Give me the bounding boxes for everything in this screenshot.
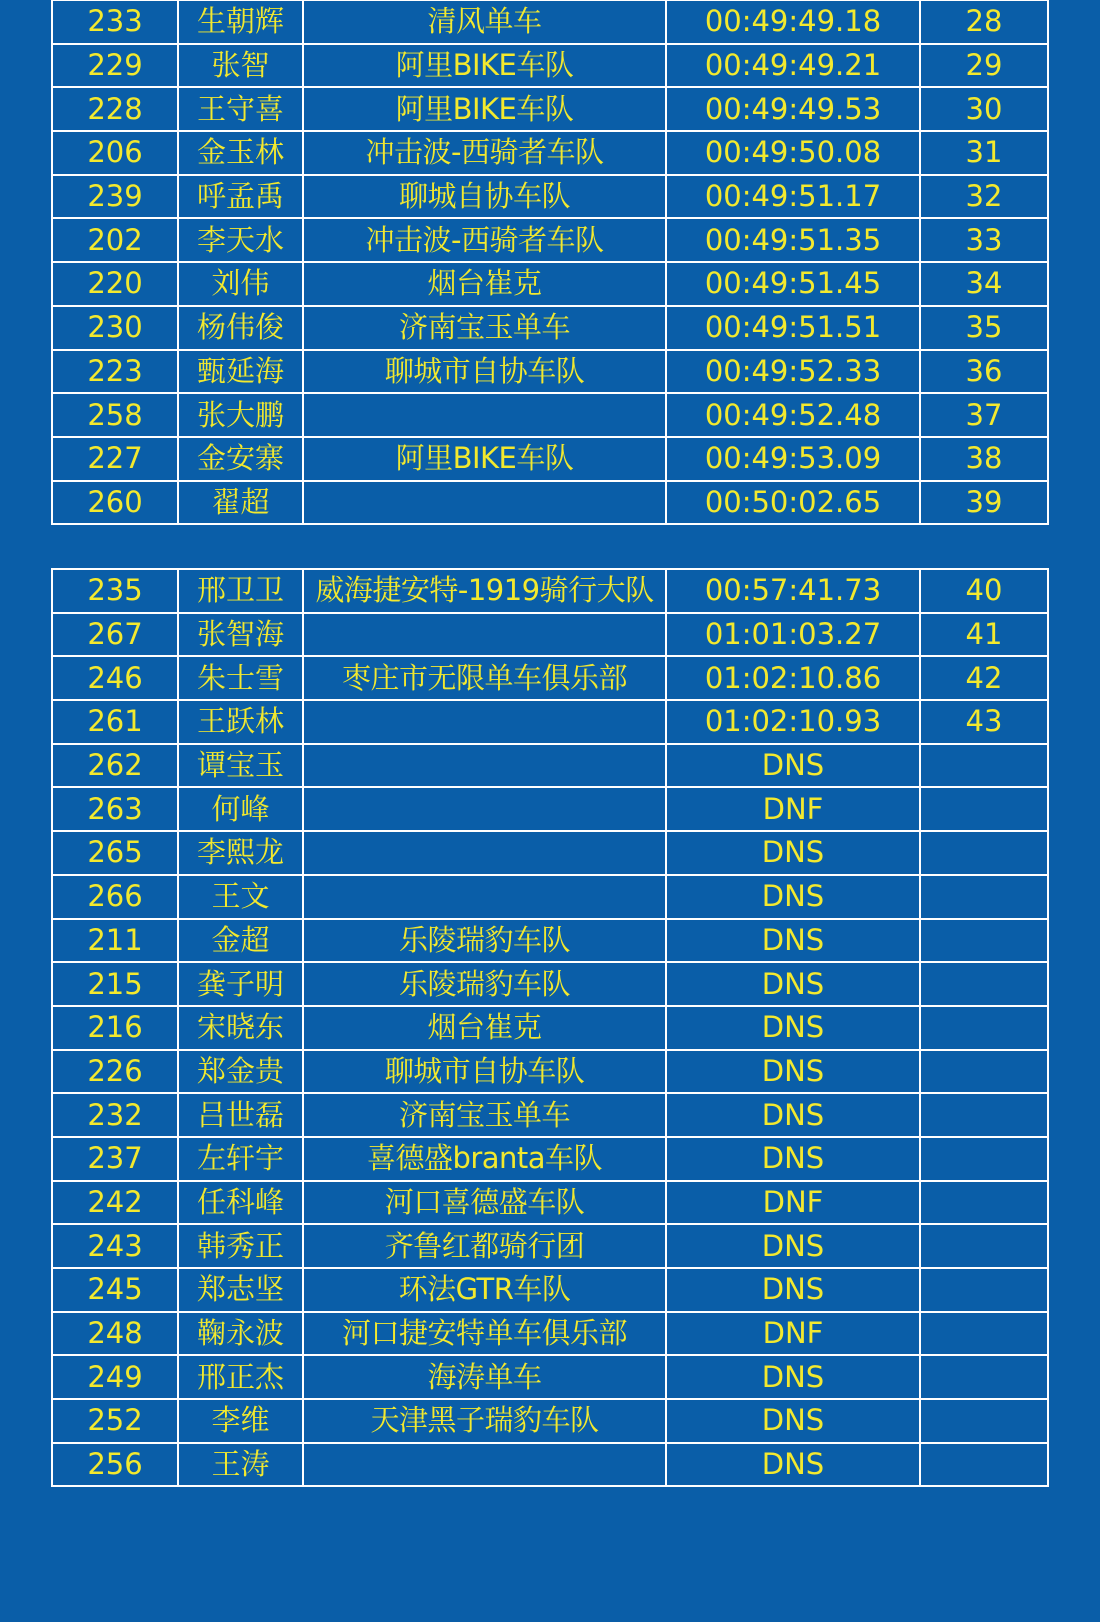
rider-name-cell: 张大鹏: [178, 393, 303, 437]
rank-cell: [920, 1399, 1048, 1443]
team-name-cell: 乐陵瑞豹车队: [303, 962, 666, 1006]
team-name-cell: 聊城市自协车队: [303, 350, 666, 394]
team-name-cell: 阿里BIKE车队: [303, 437, 666, 481]
bib-number-cell: 215: [52, 962, 178, 1006]
team-name-cell: 聊城自协车队: [303, 175, 666, 219]
table-row: [52, 262, 1048, 306]
finish-time-cell: DNS: [666, 1355, 920, 1399]
table-row: [52, 87, 1048, 131]
rider-name-cell: 邢正杰: [178, 1355, 303, 1399]
rank-cell: [920, 1093, 1048, 1137]
finish-time-cell: 00:49:53.09: [666, 437, 920, 481]
finish-time-cell: DNS: [666, 1268, 920, 1312]
finish-time-cell: DNS: [666, 1399, 920, 1443]
finish-time-cell: 00:49:52.33: [666, 350, 920, 394]
rider-name-cell: 吕世磊: [178, 1093, 303, 1137]
rider-name-cell: 王文: [178, 875, 303, 919]
rider-name-cell: 王守喜: [178, 87, 303, 131]
bib-number-cell: 252: [52, 1399, 178, 1443]
bib-number-cell: 239: [52, 175, 178, 219]
rider-name-cell: 龚子明: [178, 962, 303, 1006]
finish-time-cell: 00:57:41.73: [666, 569, 920, 613]
table-row: [52, 1443, 1048, 1487]
finish-time-cell: DNS: [666, 919, 920, 963]
table-row: [52, 919, 1048, 963]
table-row: [52, 1268, 1048, 1312]
team-name-cell: 济南宝玉单车: [303, 306, 666, 350]
rank-cell: [920, 787, 1048, 831]
results-table-bottom: [51, 568, 1049, 1487]
rank-cell: [920, 1224, 1048, 1268]
bib-number-cell: 256: [52, 1443, 178, 1487]
finish-time-cell: 01:01:03.27: [666, 613, 920, 657]
rank-cell: 41: [920, 613, 1048, 657]
table-row: [52, 1224, 1048, 1268]
bib-number-cell: 262: [52, 744, 178, 788]
team-name-cell: 河口喜德盛车队: [303, 1181, 666, 1225]
rank-cell: 37: [920, 393, 1048, 437]
bib-number-cell: 263: [52, 787, 178, 831]
rank-cell: 32: [920, 175, 1048, 219]
team-name-cell: 烟台崔克: [303, 262, 666, 306]
rider-name-cell: 呼孟禹: [178, 175, 303, 219]
bib-number-cell: 233: [52, 0, 178, 44]
team-name-cell: [303, 613, 666, 657]
rider-name-cell: 王跃林: [178, 700, 303, 744]
bib-number-cell: 232: [52, 1093, 178, 1137]
bib-number-cell: 249: [52, 1355, 178, 1399]
table-row: [52, 613, 1048, 657]
bib-number-cell: 235: [52, 569, 178, 613]
table-row: [52, 393, 1048, 437]
team-name-cell: 聊城市自协车队: [303, 1050, 666, 1094]
bib-number-cell: 230: [52, 306, 178, 350]
team-name-cell: 冲击波-西骑者车队: [303, 218, 666, 262]
rider-name-cell: 金玉林: [178, 131, 303, 175]
team-name-cell: 环法GTR车队: [303, 1268, 666, 1312]
bib-number-cell: 223: [52, 350, 178, 394]
finish-time-cell: 01:02:10.93: [666, 700, 920, 744]
finish-time-cell: DNS: [666, 1050, 920, 1094]
results-table-top: [51, 0, 1049, 525]
team-name-cell: [303, 875, 666, 919]
rider-name-cell: 郑志坚: [178, 1268, 303, 1312]
rider-name-cell: 李熙龙: [178, 831, 303, 875]
team-name-cell: 齐鲁红都骑行团: [303, 1224, 666, 1268]
rider-name-cell: 任科峰: [178, 1181, 303, 1225]
rank-cell: 40: [920, 569, 1048, 613]
rank-cell: [920, 831, 1048, 875]
rank-cell: [920, 1443, 1048, 1487]
bib-number-cell: 260: [52, 481, 178, 525]
bib-number-cell: 202: [52, 218, 178, 262]
bib-number-cell: 266: [52, 875, 178, 919]
table-row: [52, 218, 1048, 262]
table-row: [52, 1399, 1048, 1443]
rider-name-cell: 金超: [178, 919, 303, 963]
team-name-cell: [303, 393, 666, 437]
bib-number-cell: 229: [52, 44, 178, 88]
finish-time-cell: DNF: [666, 1181, 920, 1225]
table-row: [52, 481, 1048, 525]
rider-name-cell: 甄延海: [178, 350, 303, 394]
team-name-cell: 天津黑子瑞豹车队: [303, 1399, 666, 1443]
team-name-cell: 喜德盛branta车队: [303, 1137, 666, 1181]
rank-cell: [920, 1050, 1048, 1094]
team-name-cell: 清风单车: [303, 0, 666, 44]
team-name-cell: [303, 1443, 666, 1487]
rider-name-cell: 刘伟: [178, 262, 303, 306]
table-row: [52, 1312, 1048, 1356]
rank-cell: 36: [920, 350, 1048, 394]
bib-number-cell: 220: [52, 262, 178, 306]
table-row: [52, 700, 1048, 744]
bib-number-cell: 258: [52, 393, 178, 437]
table-row: [52, 1093, 1048, 1137]
team-name-cell: 冲击波-西骑者车队: [303, 131, 666, 175]
table-row: [52, 787, 1048, 831]
team-name-cell: [303, 744, 666, 788]
finish-time-cell: 00:49:51.17: [666, 175, 920, 219]
rider-name-cell: 张智海: [178, 613, 303, 657]
rider-name-cell: 鞠永波: [178, 1312, 303, 1356]
rank-cell: 35: [920, 306, 1048, 350]
bib-number-cell: 248: [52, 1312, 178, 1356]
rank-cell: 38: [920, 437, 1048, 481]
rider-name-cell: 杨伟俊: [178, 306, 303, 350]
finish-time-cell: 00:49:52.48: [666, 393, 920, 437]
team-name-cell: [303, 481, 666, 525]
bib-number-cell: 206: [52, 131, 178, 175]
rider-name-cell: 邢卫卫: [178, 569, 303, 613]
rank-cell: [920, 962, 1048, 1006]
table-row: [52, 744, 1048, 788]
table-row: [52, 1181, 1048, 1225]
finish-time-cell: 00:49:50.08: [666, 131, 920, 175]
rider-name-cell: 左轩宇: [178, 1137, 303, 1181]
finish-time-cell: DNS: [666, 1006, 920, 1050]
table-row: [52, 175, 1048, 219]
team-name-cell: 济南宝玉单车: [303, 1093, 666, 1137]
rank-cell: [920, 875, 1048, 919]
rank-cell: 34: [920, 262, 1048, 306]
table-row: [52, 1050, 1048, 1094]
rank-cell: 28: [920, 0, 1048, 44]
team-name-cell: 乐陵瑞豹车队: [303, 919, 666, 963]
rank-cell: 33: [920, 218, 1048, 262]
bib-number-cell: 242: [52, 1181, 178, 1225]
table-row: [52, 350, 1048, 394]
team-name-cell: [303, 700, 666, 744]
bib-number-cell: 265: [52, 831, 178, 875]
rank-cell: 31: [920, 131, 1048, 175]
finish-time-cell: 00:49:49.21: [666, 44, 920, 88]
rider-name-cell: 韩秀正: [178, 1224, 303, 1268]
rank-cell: [920, 1268, 1048, 1312]
rank-cell: [920, 1006, 1048, 1050]
bib-number-cell: 226: [52, 1050, 178, 1094]
table-row: [52, 656, 1048, 700]
rider-name-cell: 朱士雪: [178, 656, 303, 700]
rank-cell: 43: [920, 700, 1048, 744]
rider-name-cell: 宋晓东: [178, 1006, 303, 1050]
rider-name-cell: 李维: [178, 1399, 303, 1443]
finish-time-cell: 01:02:10.86: [666, 656, 920, 700]
team-name-cell: 阿里BIKE车队: [303, 44, 666, 88]
finish-time-cell: 00:49:51.35: [666, 218, 920, 262]
bib-number-cell: 261: [52, 700, 178, 744]
bib-number-cell: 245: [52, 1268, 178, 1312]
team-name-cell: 烟台崔克: [303, 1006, 666, 1050]
bib-number-cell: 216: [52, 1006, 178, 1050]
rank-cell: [920, 1355, 1048, 1399]
team-name-cell: 海涛单车: [303, 1355, 666, 1399]
bib-number-cell: 237: [52, 1137, 178, 1181]
finish-time-cell: DNS: [666, 875, 920, 919]
team-name-cell: [303, 787, 666, 831]
rider-name-cell: 生朝辉: [178, 0, 303, 44]
table-row: [52, 131, 1048, 175]
finish-time-cell: 00:49:49.18: [666, 0, 920, 44]
team-name-cell: 河口捷安特单车俱乐部: [303, 1312, 666, 1356]
finish-time-cell: DNS: [666, 1093, 920, 1137]
bib-number-cell: 228: [52, 87, 178, 131]
rider-name-cell: 张智: [178, 44, 303, 88]
table-row: [52, 962, 1048, 1006]
finish-time-cell: DNF: [666, 787, 920, 831]
rank-cell: 29: [920, 44, 1048, 88]
finish-time-cell: DNS: [666, 1224, 920, 1268]
bib-number-cell: 246: [52, 656, 178, 700]
rider-name-cell: 李天水: [178, 218, 303, 262]
rank-cell: [920, 1181, 1048, 1225]
rider-name-cell: 谭宝玉: [178, 744, 303, 788]
rank-cell: 42: [920, 656, 1048, 700]
table-row: [52, 569, 1048, 613]
bib-number-cell: 243: [52, 1224, 178, 1268]
finish-time-cell: DNS: [666, 962, 920, 1006]
finish-time-cell: 00:50:02.65: [666, 481, 920, 525]
rider-name-cell: 郑金贵: [178, 1050, 303, 1094]
finish-time-cell: 00:49:49.53: [666, 87, 920, 131]
table-row: [52, 44, 1048, 88]
team-name-cell: 阿里BIKE车队: [303, 87, 666, 131]
rank-cell: [920, 919, 1048, 963]
rank-cell: [920, 1312, 1048, 1356]
table-row: [52, 1006, 1048, 1050]
team-name-cell: 威海捷安特-1919骑行大队: [303, 569, 666, 613]
finish-time-cell: DNS: [666, 831, 920, 875]
rank-cell: 39: [920, 481, 1048, 525]
team-name-cell: [303, 831, 666, 875]
finish-time-cell: DNF: [666, 1312, 920, 1356]
finish-time-cell: DNS: [666, 744, 920, 788]
table-row: [52, 0, 1048, 44]
table-row: [52, 875, 1048, 919]
table-row: [52, 831, 1048, 875]
table-row: [52, 437, 1048, 481]
finish-time-cell: 00:49:51.45: [666, 262, 920, 306]
finish-time-cell: DNS: [666, 1137, 920, 1181]
rider-name-cell: 何峰: [178, 787, 303, 831]
table-row: [52, 1355, 1048, 1399]
finish-time-cell: DNS: [666, 1443, 920, 1487]
bib-number-cell: 211: [52, 919, 178, 963]
table-row: [52, 306, 1048, 350]
results-table-body: [52, 569, 1048, 1486]
table-row: [52, 1137, 1048, 1181]
bib-number-cell: 267: [52, 613, 178, 657]
rider-name-cell: 翟超: [178, 481, 303, 525]
bib-number-cell: 227: [52, 437, 178, 481]
rank-cell: [920, 1137, 1048, 1181]
rank-cell: 30: [920, 87, 1048, 131]
results-table-body: [52, 0, 1048, 524]
rank-cell: [920, 744, 1048, 788]
finish-time-cell: 00:49:51.51: [666, 306, 920, 350]
rider-name-cell: 金安寨: [178, 437, 303, 481]
team-name-cell: 枣庄市无限单车俱乐部: [303, 656, 666, 700]
rider-name-cell: 王涛: [178, 1443, 303, 1487]
